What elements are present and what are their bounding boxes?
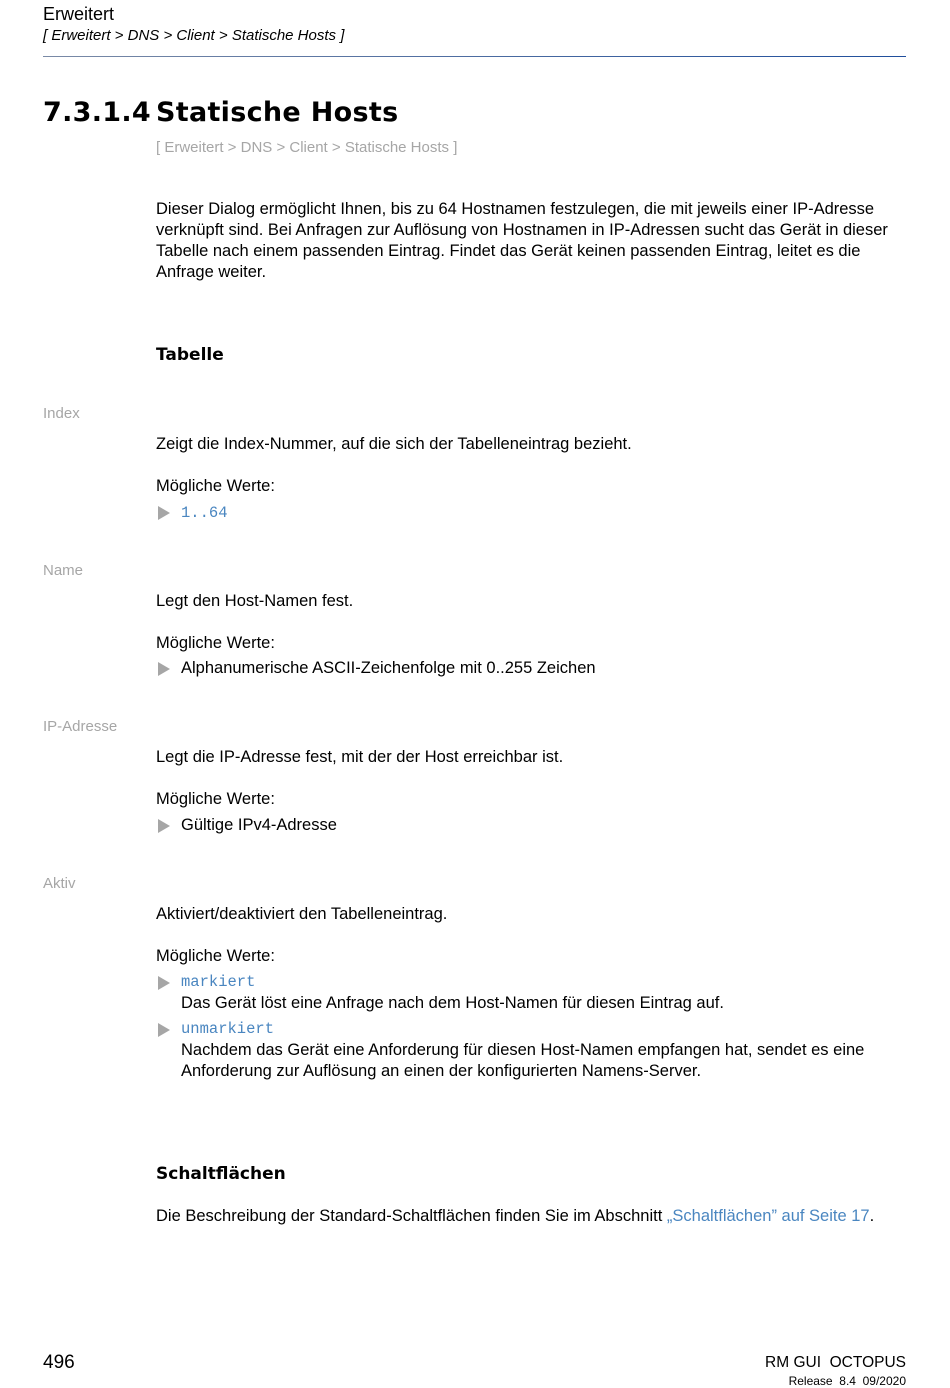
- value-term-unmarkiert: unmarkiert: [181, 1020, 275, 1038]
- param-label-ip: IP-Adresse: [43, 718, 118, 735]
- footer-doc-title: RM GUI OCTOPUS: [765, 1354, 906, 1371]
- bullet-triangle-icon: [158, 976, 170, 990]
- param-description-active: Aktiviert/deaktiviert den Tabelleneintrag.: [156, 905, 448, 923]
- buttons-text-after: .: [869, 1207, 875, 1225]
- value-text-ip: Gültige IPv4-Adresse: [181, 816, 337, 834]
- bullet-triangle-icon: [158, 819, 170, 833]
- value-code-index: 1..64: [181, 504, 228, 522]
- footer-release: Release 8.4 09/2020: [788, 1374, 906, 1388]
- value-item-name: [156, 658, 906, 679]
- param-label-index: Index: [43, 405, 80, 422]
- bullet-triangle-icon: [158, 1023, 170, 1037]
- value-item-index: [156, 502, 906, 524]
- param-description-ip: Legt die IP-Adresse fest, mit der der Host erreichbar ist.: [156, 748, 564, 766]
- param-label-active: Aktiv: [43, 875, 76, 892]
- param-description-index: Zeigt die Index-Nummer, auf die sich der Tabelleneintrag bezieht.: [156, 435, 632, 453]
- buttons-heading: Schaltflächen: [156, 1164, 286, 1184]
- value-text-markiert: Das Gerät löst eine Anfrage nach dem Host-Namen für diesen Eintrag auf.: [181, 994, 724, 1012]
- buttons-text-before: Die Beschreibung der Standard-Schaltflächen finden Sie im Abschnitt: [156, 1207, 667, 1225]
- possible-values-label-ip: Mögliche Werte:: [156, 790, 275, 808]
- value-item-unmarkiert: [156, 1019, 906, 1082]
- param-label-name: Name: [43, 562, 84, 579]
- running-header-breadcrumb: [ Erweitert > DNS > Client > Statische Hosts ]: [43, 27, 345, 44]
- table-heading: Tabelle: [156, 345, 224, 365]
- possible-values-label-name: Mögliche Werte:: [156, 634, 275, 652]
- buttons-paragraph: [156, 1206, 874, 1227]
- page-number: 496: [43, 1352, 75, 1373]
- header-divider: [43, 56, 906, 57]
- possible-values-label-active: Mögliche Werte:: [156, 947, 275, 965]
- intro-paragraph: Dieser Dialog ermöglicht Ihnen, bis zu 64 Hostnamen festzulegen, die mit jeweils einer IP-Adresse verknüpft sind. Bei Anfragen zur Auflösung von Hostnamen in IP-Adressen sucht das Gerät in dieser Tabelle nach einem passenden Eintrag. Findet das Gerät keinen passenden Eintrag, leitet es die Anfrage weiter.: [156, 200, 888, 281]
- bullet-triangle-icon: [158, 506, 170, 520]
- value-text-unmarkiert: Nachdem das Gerät eine Anforderung für diesen Host-Namen empfangen hat, sendet es eine Anforderung zur Auflösung an einen der konfigurierten Namens-Server.: [181, 1041, 865, 1080]
- section-title: Statische Hosts: [156, 97, 399, 128]
- bullet-triangle-icon: [158, 662, 170, 676]
- value-item-markiert: [156, 972, 906, 1014]
- value-text-name: Alphanumerische ASCII-Zeichenfolge mit 0..255 Zeichen: [181, 659, 596, 677]
- param-description-name: Legt den Host-Namen fest.: [156, 592, 354, 610]
- value-item-ip: [156, 815, 906, 836]
- section-number: 7.3.1.4: [43, 97, 152, 128]
- running-header-title: Erweitert: [43, 4, 115, 24]
- possible-values-label-index: Mögliche Werte:: [156, 477, 275, 495]
- section-breadcrumb: [ Erweitert > DNS > Client > Statische Hosts ]: [156, 139, 458, 156]
- value-term-markiert: markiert: [181, 973, 256, 991]
- buttons-crossref-link[interactable]: „Schaltflächen” auf Seite 17: [666, 1207, 870, 1225]
